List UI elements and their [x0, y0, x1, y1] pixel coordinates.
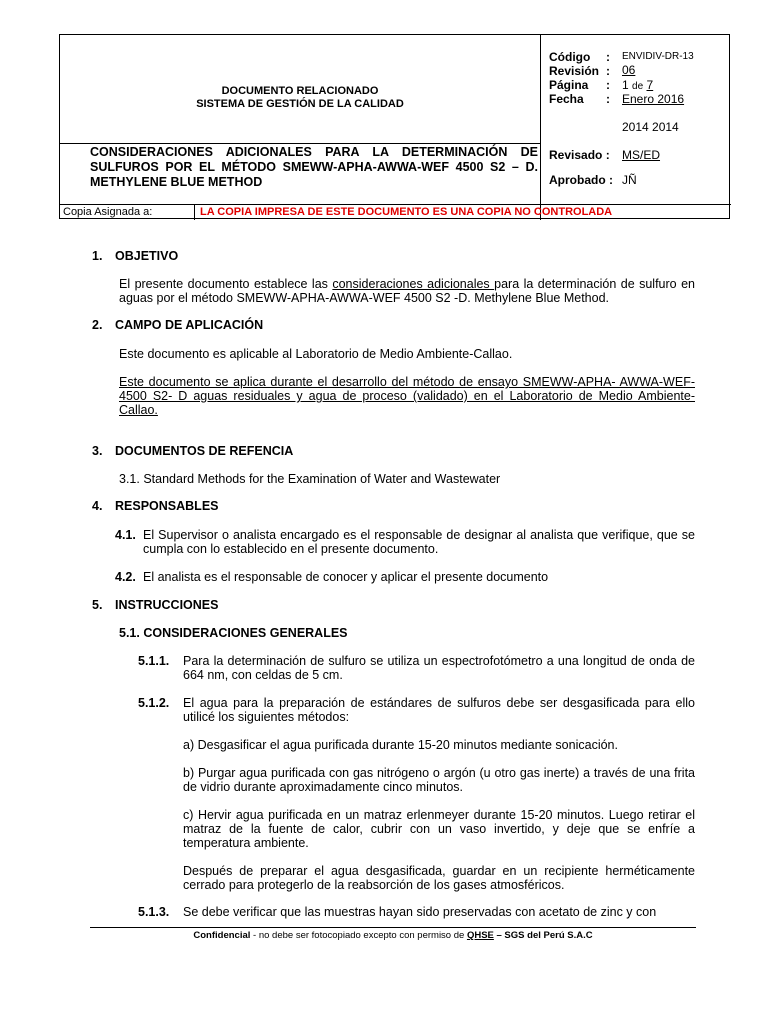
codigo-value: ENVIDIV-DR-13	[622, 51, 694, 62]
item-number: 5.1.1.	[138, 654, 170, 668]
paragraph: Este documento se aplica durante el desarrollo del método de ensayo SMEWW-APHA- AWWA-WEF-4500 S2- D aguas residuales y agua de proceso (validado) en el Laboratorio de Medio Ambiente-Callao.	[119, 375, 695, 417]
list-item: b) Purgar agua purificada con gas nitrógeno o argón (u otro gas inerte) a través de una frita de vidrio durante aproximadamente cinco minutos.	[183, 766, 695, 794]
paragraph: El Supervisor o analista encargado es el responsable de designar al analista que verifique, que se cumpla con lo establecido en el presente documento.	[143, 528, 695, 556]
pagina-label: Página	[549, 78, 589, 92]
revision-value: 06	[622, 63, 636, 77]
paragraph: 3.1. Standard Methods for the Examination of Water and Wastewater	[119, 472, 501, 486]
revision-label: Revisión	[549, 64, 600, 78]
pagina-value: 1 de 7	[622, 78, 654, 92]
paragraph: Para la determinación de sulfuro se utiliza un espectrofotómetro a una longitud de onda de 664 nm, con celdas de 5 cm.	[183, 654, 695, 682]
section-number: 1.	[92, 249, 103, 263]
quality-system: SISTEMA DE GESTIÓN DE LA CALIDAD	[196, 98, 404, 110]
document-title: CONSIDERACIONES ADICIONALES PARA LA DETERMINACIÓN DE SULFUROS POR EL MÉTODO SMEWW-APHA-AWWA-WEF 4500 S2 – D. METHYLENE BLUE METHOD	[90, 145, 538, 189]
footer-rule	[90, 927, 696, 928]
header-divider	[540, 35, 541, 205]
section-number: 2.	[92, 318, 103, 332]
copy-row-divider	[194, 204, 195, 220]
fecha-value: Enero 2016	[622, 92, 685, 106]
paragraph: Este documento es aplicable al Laboratorio de Medio Ambiente-Callao.	[119, 347, 513, 361]
subsection-number: 4.2.	[115, 570, 136, 584]
section-heading: OBJETIVO	[115, 249, 179, 263]
section-heading: DOCUMENTOS DE REFENCIA	[115, 444, 294, 458]
uncontrolled-copy-notice: LA COPIA IMPRESA DE ESTE DOCUMENTO ES UNA COPIA NO CONTROLADA	[200, 206, 613, 218]
item-number: 5.1.2.	[138, 696, 170, 710]
paragraph: El agua para la preparación de estándares de sulfuros debe ser desgasificada para ello utilicé los siguientes métodos:	[183, 696, 695, 724]
section-heading: CAMPO DE APLICACIÓN	[115, 318, 264, 332]
paragraph: El analista es el responsable de conocer y aplicar el presente documento	[143, 570, 549, 584]
revision-colon: :	[606, 64, 610, 78]
revisado-label: Revisado :	[549, 148, 610, 162]
item-number: 5.1.3.	[138, 905, 170, 919]
list-item: a) Desgasificar el agua purificada durante 15-20 minutos mediante sonicación.	[183, 738, 618, 752]
codigo-colon: :	[606, 50, 610, 64]
section-number: 5.	[92, 598, 103, 612]
copy-assigned-label: Copia Asignada a:	[63, 206, 153, 218]
paragraph: Después de preparar el agua desgasificada, guardar en un recipiente herméticamente cerrado para protegerlo de la reabsorción de los gases atmosféricos.	[183, 864, 695, 892]
list-item: c) Hervir agua purificada en un matraz erlenmeyer durante 15-20 minutos. Luego retirar el matraz de la fuente de calor, cubrir con un vaso invertido, y deje que se enfríe a temperatura ambiente.	[183, 808, 695, 850]
aprobado-value: JÑ	[622, 173, 637, 187]
section-heading: RESPONSABLES	[115, 499, 219, 513]
subsection-heading: 5.1. CONSIDERACIONES GENERALES	[119, 626, 348, 640]
section-heading: INSTRUCCIONES	[115, 598, 219, 612]
aprobado-label: Aprobado :	[549, 173, 613, 187]
document-header	[59, 34, 730, 219]
paragraph: El presente documento establece las consideraciones adicionales para la determinación de sulfuro en aguas por el método SMEWW-APHA-AWWA-WEF 4500 S2 -D. Methylene Blue Method.	[119, 277, 695, 305]
paragraph: Se debe verificar que las muestras hayan sido preservadas con acetato de zinc y con	[183, 905, 657, 919]
fecha-colon: :	[606, 92, 610, 106]
codigo-label: Código	[549, 50, 591, 64]
fecha-label: Fecha	[549, 92, 584, 106]
revisado-value: MS/ED	[622, 148, 661, 162]
header-rule	[60, 143, 540, 144]
section-number: 4.	[92, 499, 103, 513]
footer-confidential: Confidencial - no debe ser fotocopiado excepto con permiso de QHSE – SGS del Perú S.A.C	[193, 930, 593, 941]
pagina-colon: :	[606, 78, 610, 92]
fecha-extra: 2014 2014	[622, 120, 679, 134]
doc-type: DOCUMENTO RELACIONADO	[221, 85, 379, 97]
section-number: 3.	[92, 444, 103, 458]
subsection-number: 4.1.	[115, 528, 136, 542]
